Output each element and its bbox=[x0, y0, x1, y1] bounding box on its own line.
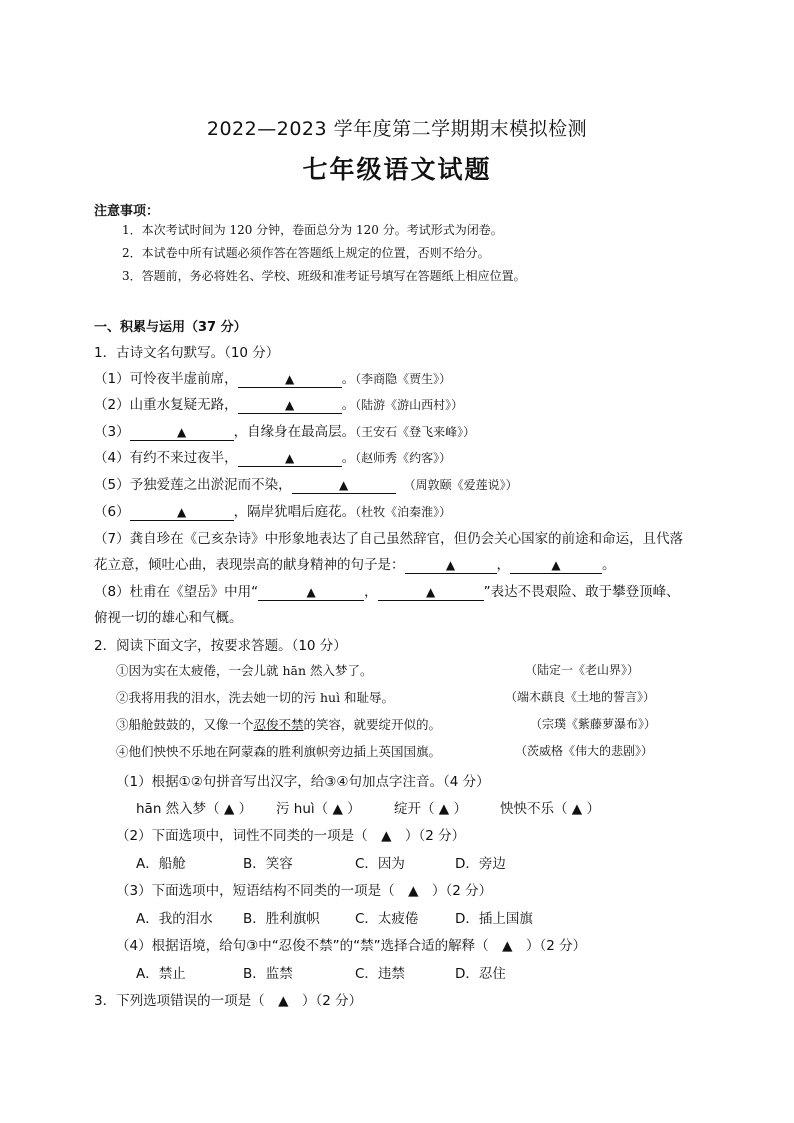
option-d[interactable]: D．插上国旗 bbox=[455, 911, 533, 927]
line-prefix: （8）杜甫在《望岳》中用“ bbox=[94, 584, 259, 600]
source-citation: （陆定一《老山界》） bbox=[525, 663, 640, 677]
source-citation: （赵师秀《约客》） bbox=[355, 451, 452, 465]
answer-blank[interactable] bbox=[238, 398, 342, 414]
line-prefix: （4）有约不来过夜半， bbox=[94, 450, 238, 466]
option-d[interactable]: D．旁边 bbox=[455, 856, 506, 872]
triangle-marker-icon: ▲ bbox=[284, 451, 295, 465]
option-a[interactable]: A．禁止 bbox=[136, 966, 186, 982]
section-title: 一、积累与运用（37 分） bbox=[94, 320, 247, 335]
passage-sentence: ③船舱鼓鼓的，又像一个忍俊不禁的笑容，就要绽开似的。 bbox=[116, 717, 442, 732]
option-b[interactable]: B．监禁 bbox=[243, 966, 293, 982]
option-a[interactable]: A．我的泪水 bbox=[136, 911, 213, 927]
triangle-marker-icon: ▲ bbox=[176, 425, 187, 439]
fill-line-7-text: （7）龚自珍在《己亥杂诗》中形象地表达了自己虽然辞官，但仍会关心国家的前途和命运，且代落 bbox=[94, 531, 684, 547]
line-prefix: （3） bbox=[94, 424, 130, 440]
answer-blank[interactable] bbox=[510, 558, 602, 574]
answer-blank[interactable] bbox=[292, 478, 396, 494]
line-suffix: 。 bbox=[602, 557, 616, 573]
passage-sentence: ②我将用我的泪水，洗去她一切的污 huì 和耻辱。 bbox=[116, 690, 395, 705]
fill-line-8 bbox=[94, 580, 680, 601]
exam-header-title: 2022—2023 学年度第二学期期末模拟检测 bbox=[206, 118, 588, 140]
answer-blank[interactable] bbox=[238, 372, 342, 388]
answer-blank[interactable] bbox=[258, 585, 364, 601]
triangle-marker-icon: ▲ bbox=[284, 398, 295, 412]
underlined-idiom: 忍俊不禁 bbox=[253, 717, 304, 732]
option-a[interactable]: A．船舱 bbox=[136, 856, 186, 872]
line-suffix: 。 bbox=[341, 397, 356, 413]
line-prefix: （2）山重水复疑无路， bbox=[94, 397, 238, 413]
pinyin-item: hān 然入梦（ ▲ ） bbox=[136, 801, 253, 817]
source-citation: （端木蕻良《土地的誓言》） bbox=[505, 690, 656, 704]
answer-blank[interactable] bbox=[378, 585, 484, 601]
option-b[interactable]: B．胜利旗帜 bbox=[243, 911, 320, 927]
pinyin-item: 怏怏不乐（ ▲ ） bbox=[500, 801, 600, 817]
option-b[interactable]: B．笑容 bbox=[243, 856, 293, 872]
source-citation: （陆游《游山西村》） bbox=[355, 398, 464, 412]
note-item: 3．答题前，务必将姓名、学校、班级和准考证号填写在答题纸上相应位置。 bbox=[122, 269, 526, 283]
answer-blank[interactable] bbox=[130, 425, 234, 441]
fill-line-3 bbox=[94, 420, 475, 441]
question-1-title: 1．古诗文名句默写。（10 分） bbox=[94, 345, 280, 361]
triangle-marker-icon: ▲ bbox=[306, 585, 316, 599]
option-c[interactable]: C．因为 bbox=[355, 856, 405, 872]
answer-blank[interactable] bbox=[130, 505, 234, 521]
fill-line-4 bbox=[94, 446, 451, 467]
line-suffix: 。 bbox=[341, 450, 356, 466]
source-citation: （杜牧《泊秦淮》） bbox=[355, 505, 452, 519]
answer-blank[interactable] bbox=[405, 558, 497, 574]
passage-sentence: ④他们怏怏不乐地在阿蒙森的胜利旗帜旁边插上英国国旗。 bbox=[116, 744, 442, 759]
line-prefix: 花立意，倾吐心曲，表现崇高的献身精神的句子是： bbox=[94, 557, 405, 573]
sub-question-4: （4）根据语境，给句③中“忍俊不禁”的“禁”选择合适的解释（ ▲ ）（2 分） bbox=[116, 938, 587, 954]
line-prefix: （5）予独爱莲之出淤泥而不染， bbox=[94, 477, 292, 493]
fill-line-7 bbox=[94, 553, 616, 574]
line-separator: ， bbox=[496, 557, 510, 573]
sub-question-3: （3）下面选项中，短语结构不同类的一项是（ ▲ ）（2 分） bbox=[116, 883, 493, 899]
fill-line-2 bbox=[94, 393, 463, 414]
triangle-marker-icon: ▲ bbox=[551, 558, 561, 572]
notes-heading: 注意事项： bbox=[94, 204, 160, 219]
exam-subtitle: 七年级语文试题 bbox=[302, 155, 492, 184]
fill-line-5 bbox=[94, 473, 518, 494]
source-citation: （周敦颐《爱莲说》） bbox=[403, 478, 518, 492]
line-suffix: ”表达不畏艰险、敢于攀登顶峰、 bbox=[483, 584, 680, 600]
option-d[interactable]: D．忍住 bbox=[455, 966, 506, 982]
triangle-marker-icon: ▲ bbox=[284, 372, 295, 386]
source-citation: （茨威格《伟大的悲剧》） bbox=[515, 744, 654, 758]
question-2-title: 2．阅读下面文字，按要求答题。（10 分） bbox=[94, 638, 347, 654]
line-suffix: ，自缘身在最高层。 bbox=[233, 424, 356, 440]
sub-question-2: （2）下面选项中，词性不同类的一项是（ ▲ ）（2 分） bbox=[116, 828, 466, 844]
pinyin-item: 污 huì（ ▲ ） bbox=[276, 801, 361, 817]
fill-line-1 bbox=[94, 367, 451, 388]
source-citation: （宗璞《紫藤萝瀑布》） bbox=[530, 717, 657, 731]
question-3-title: 3．下列选项错误的一项是（ ▲ ）（2 分） bbox=[94, 993, 363, 1009]
line-separator: ， bbox=[364, 584, 378, 600]
answer-blank[interactable] bbox=[238, 451, 342, 467]
option-c[interactable]: C．太疲倦 bbox=[355, 911, 419, 927]
line-suffix: 。 bbox=[341, 371, 356, 387]
line-prefix: （6） bbox=[94, 504, 130, 520]
passage-sentence: ①因为实在太疲倦，一会儿就 hān 然入梦了。 bbox=[116, 663, 373, 678]
fill-line-6 bbox=[94, 500, 451, 521]
source-citation: （王安石《登飞来峰》） bbox=[355, 425, 476, 439]
note-item: 2．本试卷中所有试题必须作答在答题纸上规定的位置，否则不给分。 bbox=[122, 246, 490, 260]
sub-question-1: （1）根据①②句拼音写出汉字，给③④句加点字注音。（4 分） bbox=[116, 774, 490, 790]
triangle-marker-icon: ▲ bbox=[176, 505, 187, 519]
option-c[interactable]: C．违禁 bbox=[355, 966, 405, 982]
fill-line-8-cont: 俯视一切的雄心和气概。 bbox=[94, 610, 243, 626]
source-citation: （李商隐《贾生》） bbox=[355, 372, 452, 386]
line-suffix: ，隔岸犹唱后庭花。 bbox=[233, 504, 356, 520]
triangle-marker-icon: ▲ bbox=[338, 478, 349, 492]
triangle-marker-icon: ▲ bbox=[445, 558, 456, 572]
line-prefix: （1）可怜夜半虚前席， bbox=[94, 371, 238, 387]
note-item: 1．本次考试时间为 120 分钟，卷面总分为 120 分。考试形式为闭卷。 bbox=[122, 223, 503, 237]
triangle-marker-icon: ▲ bbox=[425, 585, 436, 599]
pinyin-item: 绽开（ ▲ ） bbox=[394, 801, 467, 817]
